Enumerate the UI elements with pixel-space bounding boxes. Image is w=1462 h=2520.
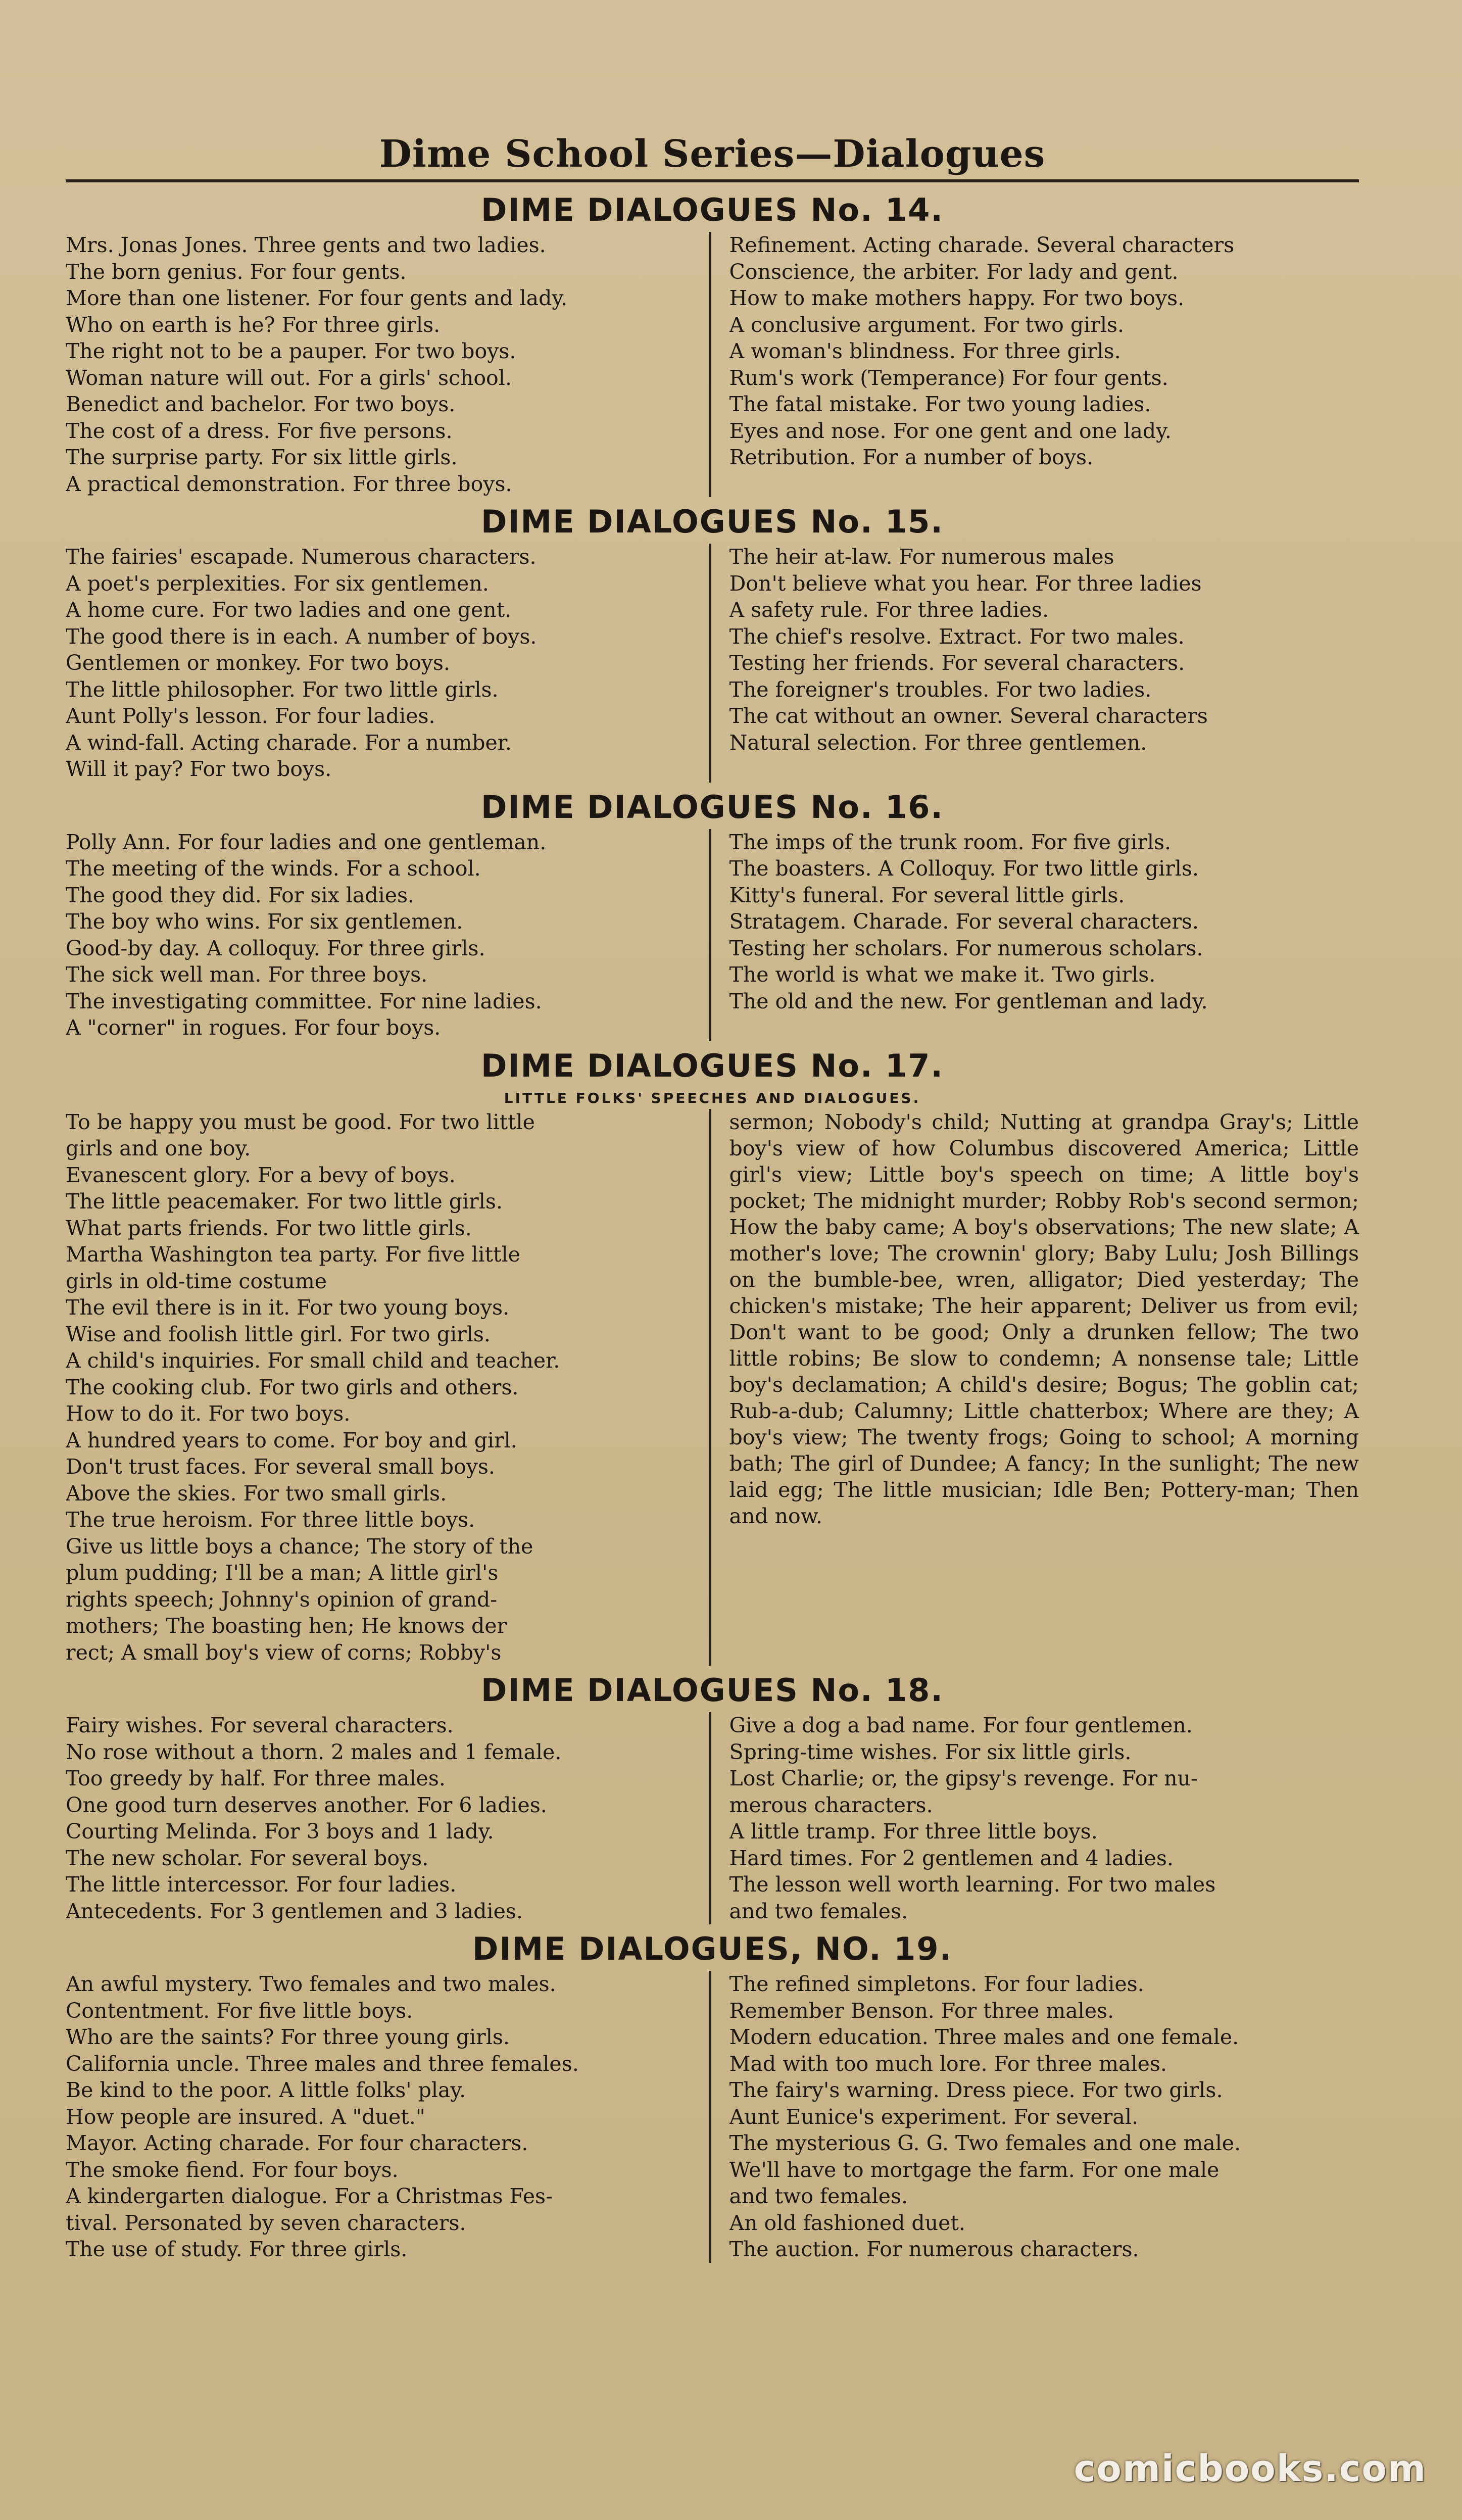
left-column [66, 829, 711, 1041]
dialogue-entry: Hard times. For 2 gentlemen and 4 ladies. [729, 1846, 1174, 1870]
dialogue-entry: A poet's perplexities. For six gentlemen. [66, 571, 489, 596]
dialogue-entry: The fairy's warning. Dress piece. For two girls. [729, 2078, 1223, 2102]
left-column [66, 1971, 711, 2263]
dialogue-entry: Conscience, the arbiter. For lady and gent. [729, 259, 1179, 284]
dialogue-entry: Aunt Eunice's experiment. For several. [729, 2104, 1138, 2129]
dialogue-entry: The right not to be a pauper. For two boys. [66, 339, 516, 363]
dialogue-entry: Aunt Polly's lesson. For four ladies. [66, 704, 435, 728]
dialogue-entry: Lost Charlie; or, the gipsy's revenge. For nu- [729, 1766, 1198, 1790]
dialogue-entry: A wind-fall. Acting charade. For a number. [66, 730, 512, 755]
dialogue-entry: The boy who wins. For six gentlemen. [66, 909, 463, 934]
left-column [66, 544, 711, 783]
dialogue-entry: A hundred years to come. For boy and girl. [66, 1428, 517, 1452]
dialogue-entry: Don't believe what you hear. For three ladies [729, 571, 1202, 596]
dialogue-entry: Don't trust faces. For several small boys. [66, 1455, 495, 1479]
dialogue-entry: Contentment. For five little boys. [66, 1998, 413, 2023]
section-title: DIME DIALOGUES, NO. 19. [472, 1930, 953, 1967]
two-column-list [66, 232, 1359, 497]
dialogue-entry: merous characters. [729, 1792, 933, 1817]
dialogue-entry: More than one listener. For four gents and lady. [66, 286, 568, 310]
right-column [711, 232, 1359, 497]
dialogue-entry: A little tramp. For three little boys. [729, 1819, 1098, 1844]
watermark: comicbooks.com [1074, 2447, 1427, 2490]
dialogue-entry: Antecedents. For 3 gentlemen and 3 ladies. [66, 1899, 523, 1923]
dialogue-entry: The fatal mistake. For two young ladies. [729, 392, 1151, 416]
left-column [66, 232, 711, 497]
dialogue-entry: Give us little boys a chance; The story of the [66, 1534, 533, 1559]
dialogue-entry: Spring-time wishes. For six little girls. [729, 1739, 1132, 1764]
dialogue-entry: A kindergarten dialogue. For a Christmas Fes- [66, 2184, 553, 2208]
dialogue-entry: The little philosopher. For two little girls. [66, 677, 499, 702]
dialogue-entry: and two females. [729, 1899, 908, 1923]
dialogue-entry: mothers; The boasting hen; He knows der [66, 1614, 507, 1638]
dialogue-entry: plum pudding; I'll be a man; A little girl's [66, 1561, 499, 1585]
dialogue-entry: To be happy you must be good. For two little [66, 1109, 535, 1134]
dialogue-entry: A conclusive argument. For two girls. [729, 312, 1125, 337]
series-header: Dime School Series—Dialogues [66, 129, 1359, 182]
dialogue-entry: and two females. [729, 2184, 908, 2208]
dialogue-entry: Fairy wishes. For several characters. [66, 1713, 454, 1737]
left-column [66, 1109, 711, 1666]
dialogue-entry: The evil there is in it. For two young boys. [66, 1295, 510, 1320]
dialogue-entry: An old fashioned duet. [729, 2210, 965, 2235]
dialogue-entry: The smoke fiend. For four boys. [66, 2157, 399, 2182]
dialogue-entry: The foreigner's troubles. For two ladies. [729, 677, 1152, 702]
dialogue-entry: Gentlemen or monkey. For two boys. [66, 651, 451, 675]
dialogue-entry: Too greedy by half. For three males. [66, 1766, 446, 1790]
dialogue-entry: No rose without a thorn. 2 males and 1 female. [66, 1739, 562, 1764]
dialogue-entry: Mrs. Jonas Jones. Three gents and two ladies. [66, 233, 546, 257]
dialogue-entry: A home cure. For two ladies and one gent. [66, 598, 512, 622]
dialogue-entry: The fairies' escapade. Numerous characters. [66, 545, 537, 569]
dialogue-entry: The investigating committee. For nine ladies. [66, 989, 542, 1013]
dialogue-entry: Refinement. Acting charade. Several characters [729, 233, 1235, 257]
catalog-page [66, 129, 1359, 2412]
dialogue-entry: The new scholar. For several boys. [66, 1846, 429, 1870]
dialogue-entry: The good there is in each. A number of boys. [66, 624, 537, 649]
section-title: DIME DIALOGUES No. 18. [481, 1672, 944, 1709]
dialogue-entry: A practical demonstration. For three boys. [66, 471, 512, 496]
right-column [711, 1109, 1359, 1666]
dialogue-entry: The surprise party. For six little girls. [66, 445, 458, 469]
dialogue-entry: Who on earth is he? For three girls. [66, 312, 441, 337]
dialogue-entry: The born genius. For four gents. [66, 259, 407, 284]
right-column [711, 544, 1359, 783]
dialogue-entry: The mysterious G. G. Two females and one male. [729, 2131, 1241, 2155]
dialogue-entry: How to do it. For two boys. [66, 1401, 351, 1426]
dialogue-entry: The imps of the trunk room. For five girls. [729, 830, 1172, 854]
dialogue-entry: girls and one boy. [66, 1136, 251, 1160]
dialogue-section [66, 1927, 1359, 2263]
dialogue-entry: How to make mothers happy. For two boys. [729, 286, 1185, 310]
dialogue-entry: The chief's resolve. Extract. For two males. [729, 624, 1185, 649]
dialogue-entry: Above the skies. For two small girls. [66, 1481, 447, 1506]
dialogue-entry: Benedict and bachelor. For two boys. [66, 392, 456, 416]
dialogue-entry: The use of study. For three girls. [66, 2237, 408, 2261]
dialogue-entry: Mayor. Acting charade. For four characters. [66, 2131, 528, 2155]
section-title: DIME DIALOGUES No. 16. [481, 788, 944, 826]
dialogue-section [66, 786, 1359, 1041]
dialogue-entry: Remember Benson. For three males. [729, 1998, 1114, 2023]
section-title: DIME DIALOGUES No. 14. [481, 191, 944, 228]
dialogue-entry: Retribution. For a number of boys. [729, 445, 1094, 469]
dialogue-section [66, 1044, 1359, 1666]
dialogue-entry: Natural selection. For three gentlemen. [729, 730, 1147, 755]
dialogue-entry: Testing her scholars. For numerous scholars. [729, 936, 1203, 960]
dialogue-entry: The auction. For numerous characters. [729, 2237, 1139, 2261]
dialogue-entry: The cost of a dress. For five persons. [66, 418, 453, 443]
dialogue-entry: tival. Personated by seven characters. [66, 2210, 466, 2235]
dialogue-entry: The true heroism. For three little boys. [66, 1508, 475, 1532]
dialogue-entry: How people are insured. A "duet." [66, 2104, 425, 2129]
dialogue-entry: Will it pay? For two boys. [66, 757, 332, 781]
dialogue-entry: The cooking club. For two girls and others. [66, 1375, 519, 1399]
dialogue-entry: One good turn deserves another. For 6 ladies. [66, 1792, 547, 1817]
dialogue-entry: The sick well man. For three boys. [66, 962, 428, 987]
dialogue-entry: Polly Ann. For four ladies and one gentleman. [66, 830, 547, 854]
dialogue-entry: Testing her friends. For several characters. [729, 651, 1185, 675]
right-column [711, 1712, 1359, 1924]
dialogue-entry: A "corner" in rogues. For four boys. [66, 1015, 441, 1040]
dialogue-entry: Stratagem. Charade. For several characters. [729, 909, 1199, 934]
dialogue-entry: Be kind to the poor. A little folks' play. [66, 2078, 466, 2102]
right-column [711, 829, 1359, 1041]
dialogue-entry: The meeting of the winds. For a school. [66, 856, 481, 881]
dialogue-section [66, 188, 1359, 497]
dialogue-entry: The lesson well worth learning. For two males [729, 1872, 1216, 1897]
dialogue-entry: Woman nature will out. For a girls' school. [66, 365, 512, 390]
dialogue-entry: Wise and foolish little girl. For two girls. [66, 1322, 491, 1346]
dialogue-entry: The boasters. A Colloquy. For two little girls. [729, 856, 1199, 881]
dialogue-entry: Rum's work (Temperance) For four gents. [729, 365, 1168, 390]
dialogue-entry: The heir at-law. For numerous males [729, 545, 1114, 569]
dialogue-entry: rights speech; Johnny's opinion of grand- [66, 1587, 498, 1612]
dialogue-entry: A safety rule. For three ladies. [729, 598, 1049, 622]
two-column-list [66, 829, 1359, 1041]
section-title: DIME DIALOGUES No. 17. [481, 1047, 944, 1084]
two-column-list [66, 1109, 1359, 1666]
dialogue-entry: A child's inquiries. For small child and teacher. [66, 1348, 560, 1373]
section-subtitle: LITTLE FOLKS' SPEECHES AND DIALOGUES. [504, 1089, 921, 1106]
dialogue-section [66, 500, 1359, 783]
dialogue-entry: An awful mystery. Two females and two males. [66, 1972, 556, 1996]
dialogue-entry: The world is what we make it. Two girls. [729, 962, 1156, 987]
dialogue-entry: The little peacemaker. For two little girls. [66, 1189, 503, 1214]
two-column-list [66, 1971, 1359, 2263]
dialogue-entry: Who are the saints? For three young girls. [66, 2025, 510, 2049]
dialogue-section [66, 1669, 1359, 1924]
dialogue-entry: Modern education. Three males and one female. [729, 2025, 1239, 2049]
dialogue-entry: The old and the new. For gentleman and lady. [729, 989, 1208, 1013]
two-column-list [66, 544, 1359, 783]
section-title: DIME DIALOGUES No. 15. [481, 503, 944, 540]
speeches-paragraph: sermon; Nobody's child; Nutting at grandpa Gray's; Little boy's view of how Columbus discovered America; Little girl's view; Little boy's speech on time; A little boy's pocket; The midnight murder; Robby Rob's second sermon; How the baby came; A boy's observations; The new slate; A mother's love; The crownin' glory; Baby Lulu; Josh Billings on the bumble-bee, wren, alligator; Died yesterday; The chicken's mistake; The heir apparent; Deliver us from evil; Don't want to be good; Only a drunken fellow; The two little robins; Be slow to condemn; A nonsense tale; Little boy's declamation; A child's desire; Bogus; The goblin cat; Rub-a-dub; Calumny; Little chatterbox; Where are they; A boy's view; The twenty frogs; Going to school; A morning bath; The girl of Dundee; A fancy; In the sunlight; The new laid egg; The little musician; Idle Ben; Pottery-man; Then and now. [729, 1109, 1359, 1528]
right-column [711, 1971, 1359, 2263]
dialogue-entry: Give a dog a bad name. For four gentlemen. [729, 1713, 1193, 1737]
dialogue-entry: A woman's blindness. For three girls. [729, 339, 1121, 363]
dialogue-entry: Courting Melinda. For 3 boys and 1 lady. [66, 1819, 494, 1844]
two-column-list [66, 1712, 1359, 1924]
dialogue-entry: Eyes and nose. For one gent and one lady. [729, 418, 1172, 443]
sections-container [66, 188, 1359, 2263]
dialogue-entry: Good-by day. A colloquy. For three girls. [66, 936, 485, 960]
dialogue-entry: The little intercessor. For four ladies. [66, 1872, 457, 1897]
dialogue-entry: Martha Washington tea party. For five little [66, 1242, 520, 1267]
dialogue-entry: Kitty's funeral. For several little girls. [729, 883, 1125, 907]
dialogue-entry: Mad with too much lore. For three males. [729, 2051, 1167, 2076]
dialogue-entry: California uncle. Three males and three females. [66, 2051, 579, 2076]
dialogue-entry: The good they did. For six ladies. [66, 883, 415, 907]
dialogue-entry: The cat without an owner. Several characters [729, 704, 1208, 728]
dialogue-entry: rect; A small boy's view of corns; Robby's [66, 1640, 502, 1665]
dialogue-entry: What parts friends. For two little girls. [66, 1216, 472, 1240]
dialogue-entry: Evanescent glory. For a bevy of boys. [66, 1162, 456, 1187]
dialogue-entry: We'll have to mortgage the farm. For one male [729, 2157, 1220, 2182]
dialogue-entry: girls in old-time costume [66, 1269, 327, 1293]
dialogue-entry: The refined simpletons. For four ladies. [729, 1972, 1144, 1996]
left-column [66, 1712, 711, 1924]
